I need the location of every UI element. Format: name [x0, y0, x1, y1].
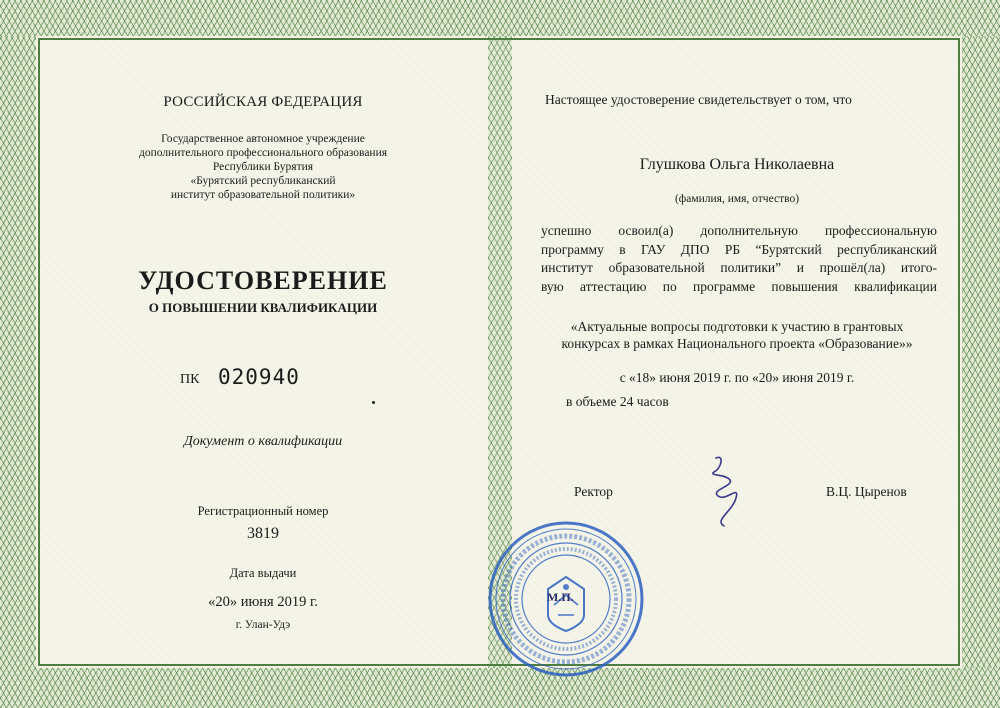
intro-text: Настоящее удостоверение свидетельствует о том, что: [545, 92, 852, 107]
issue-date-label: Дата выдачи: [229, 566, 297, 580]
document-kind: Документ о квалификации: [183, 434, 343, 449]
institution-line: дополнительного профессионального образования: [138, 147, 388, 159]
document-title: УДОСТОВЕРЕНИЕ: [138, 266, 388, 295]
institution-line: Государственное автономное учреждение: [161, 133, 365, 145]
statement-line: успешно освоил(а) дополнительную профессиональную: [541, 223, 937, 238]
seal-place-mark: М.П.: [547, 590, 574, 604]
statement-line: программу в ГАУ ДПО РБ “Бурятский республиканский: [541, 241, 937, 257]
registration-label: Регистрационный номер: [197, 504, 329, 518]
person-name: Глушкова Ольга Николаевна: [639, 156, 835, 173]
training-volume: в объеме 24 часов: [566, 394, 669, 409]
ink-dot: [372, 401, 375, 404]
document-subtitle: О ПОВЫШЕНИИ КВАЛИФИКАЦИИ: [148, 300, 378, 315]
statement-line: вую аттестацию по программе повышения квалификации: [541, 278, 937, 294]
series-number: 020940: [218, 365, 300, 389]
completion-statement: [541, 222, 937, 296]
guilloche-border-right: [962, 36, 1000, 668]
rector-signature: [696, 450, 756, 530]
issue-date: «20» июня 2019 г.: [208, 594, 318, 610]
training-period: с «18» июня 2019 г. по «20» июня 2019 г.: [619, 370, 855, 385]
rector-name: В.Ц. Цыренов: [826, 484, 907, 499]
institution-line: Республики Бурятия: [212, 161, 314, 173]
guilloche-border-top: [0, 0, 1000, 36]
statement-line: институт образовательной политики” и прошёл(ла) итого-: [541, 260, 937, 275]
program-title-line: «Актуальные вопросы подготовки к участию в грантовых: [570, 319, 904, 334]
institution-name: [40, 132, 486, 202]
guilloche-border-left: [0, 36, 36, 668]
issue-city: г. Улан-Удэ: [235, 619, 291, 631]
program-title-line: конкурсах в рамках Национального проекта «Образование»»: [561, 336, 913, 351]
person-name-caption: (фамилия, имя, отчество): [674, 193, 800, 205]
institution-line: «Бурятский республиканский: [190, 175, 336, 187]
registration-number: 3819: [247, 525, 279, 542]
rector-label: Ректор: [574, 484, 613, 499]
program-title: [514, 318, 960, 352]
country-heading: РОССИЙСКАЯ ФЕДЕРАЦИЯ: [163, 94, 363, 110]
institution-line: институт образовательной политики»: [170, 189, 356, 201]
series-label: ПК: [180, 372, 200, 387]
